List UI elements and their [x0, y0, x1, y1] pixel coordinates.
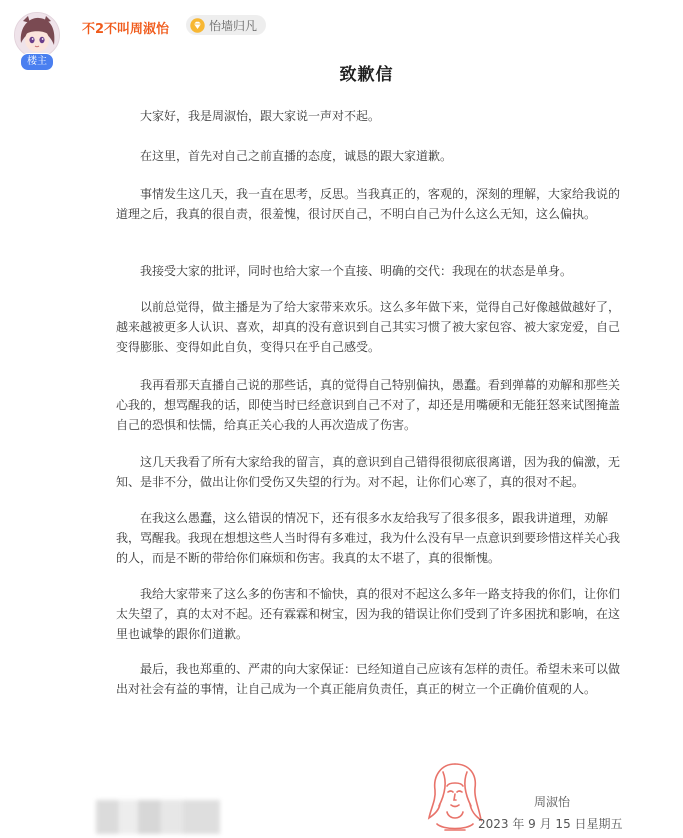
- blurred-watermark: [96, 800, 220, 834]
- signature-name: 周淑怡: [534, 795, 571, 809]
- op-badge: 楼主: [20, 53, 54, 71]
- letter-paragraph: 事情发生这几天，我一直在思考，反思。当我真正的，客观的，深刻的理解，大家给我说的道理之后，我真的很自责，很羞愧，很讨厌自己，不明白自己为什么这么无知，这么偏执。: [116, 187, 621, 221]
- letter-title: 致歉信: [339, 65, 394, 85]
- letter-paragraph: 我再看那天直播自己说的那些话，真的觉得自己特别偏执，愚蠢。看到弹幕的劝解和那些关心我的，想骂醒我的话，即使当时已经意识到自己不对了，却还是用嘴硬和无能狂怒来试图掩盖自己的恐惧和怯懦，给真正关心我的人再次造成了伤害。: [116, 378, 621, 432]
- woman-profile-seal-icon: [425, 758, 485, 836]
- letter-paragraph: 在我这么愚蠢，这么错误的情况下，还有很多水友给我写了很多很多，跟我讲道理，劝解我，骂醒我。我现在想想这些人当时得有多难过，我为什么没有早一点意识到要珍惜这样关心我的人，而是不断的带给你们麻烦和伤害。我真的太不堪了，真的很惭愧。: [116, 511, 621, 565]
- letter-paragraph: 以前总觉得，做主播是为了给大家带来欢乐。这么多年做下来，觉得自己好像越做越好了，越来越被更多人认识、喜欢，却真的没有意识到自己其实习惯了被大家包容、被大家宠爱，自己变得膨胀、变得如此自负，变得只在乎自己感受。: [116, 300, 621, 354]
- letter-paragraph: 我给大家带来了这么多的伤害和不愉快，真的很对不起这么多年一路支持我的你们，让你们太失望了，真的太对不起。还有霖霖和树宝，因为我的错误让你们受到了许多困扰和影响，在这里也诚挚的跟你们道歉。: [116, 587, 621, 641]
- username[interactable]: 不2不叫周淑怡: [82, 22, 170, 37]
- signature-date: 2023 年 9 月 15 日星期五: [478, 817, 623, 831]
- letter-paragraph: 最后，我也郑重的、严肃的向大家保证：已经知道自己应该有怎样的责任。希望未来可以做出对社会有益的事情，让自己成为一个真正能肩负责任，真正的树立一个正确价值观的人。: [116, 662, 621, 696]
- letter-paragraph: 我接受大家的批评，同时也给大家一个直接、明确的交代：我现在的状态是单身。: [140, 264, 573, 278]
- letter-paragraph: 在这里，首先对自己之前直播的态度，诚恳的跟大家道歉。: [140, 149, 453, 163]
- letter-paragraph: 大家好，我是周淑怡，跟大家说一声对不起。: [140, 109, 381, 123]
- letter-paragraph: 这几天我看了所有大家给我的留言，真的意识到自己错得很彻底很离谱，因为我的偏激，无知、是非不分，做出让你们受伤又失望的行为。对不起，让你们心寒了，真的很对不起。: [116, 455, 621, 489]
- level-badge-label: 怡墙归凡: [209, 18, 258, 33]
